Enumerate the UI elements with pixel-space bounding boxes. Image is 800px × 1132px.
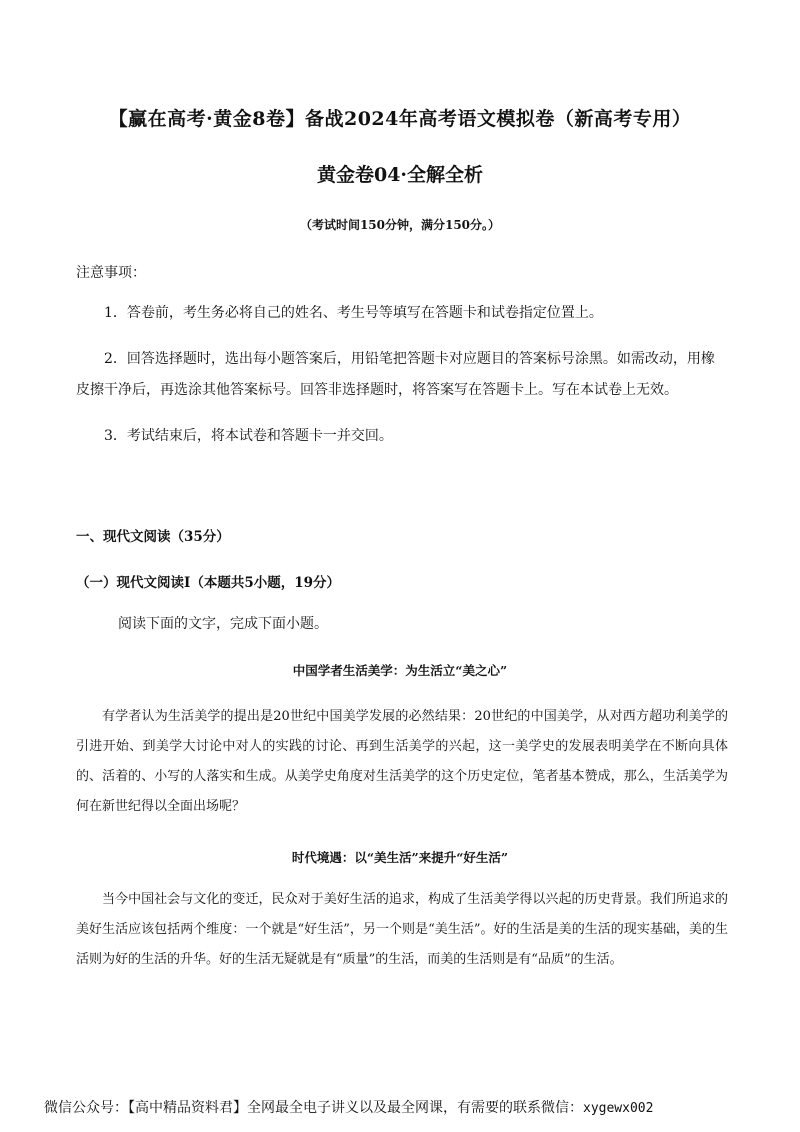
footer-text: 微信公众号：【高中精品资料君】全网最全电子讲义以及最全网课，有需要的联系微信： (44, 1100, 583, 1116)
notice-item-3: 3．考试结束后，将本试卷和答题卡一并交回。 (104, 428, 393, 444)
document-title: 【赢在高考·黄金8卷】备战2024年高考语文模拟卷（新高考专用） (108, 108, 692, 130)
page-footer (44, 1097, 764, 1117)
article-paragraph-2: 当今中国社会与文化的变迁，民众对于美好生活的追求，构成了生活美学得以兴起的历史背景。我们所追求的美好生活应该包括两个维度：一个就是“好生活”，另一个则是“美生活”。好的生活是美的生活的现实基础，美的生活则为好的生活的升华。好的生活无疑就是有“质量”的生活，而美的生活则是有“品质”的生活。 (76, 892, 728, 967)
notice-item-1: 1．答卷前，考生务必将自己的姓名、考生号等填写在答题卡和试卷指定位置上。 (104, 305, 603, 321)
footer-contact-id: xygewx002 (583, 1101, 654, 1116)
article-paragraph-1: 有学者认为生活美学的提出是20世纪中国美学发展的必然结果：20世纪的中国美学，从对西方超功利美学的引进开始、到美学大讨论中对人的实践的讨论、再到生活美学的兴起，这一美学史的发展表明美学在不断向具体的、活着的、小写的人落实和生成。从美学史角度对生活美学的这个历史定位，笔者基本赞成，那么，生活美学为何在新世纪得以全面出场呢？ (76, 709, 728, 814)
notice-item-2: 2．回答选择题时，选出每小题答案后，用铅笔把答题卡对应题目的答案标号涂黑。如需改动，用橡皮擦干净后，再选涂其他答案标号。回答非选择题时，将答案写在答题卡上。写在本试卷上无效。 (76, 351, 715, 398)
article-title: 中国学者生活美学：为生活立“美之心” (292, 663, 508, 678)
article-subtitle: 时代境遇：以“美生活”来提升“好生活” (291, 850, 509, 865)
notice-heading: 注意事项： (76, 265, 146, 281)
document-subtitle: 黄金卷04·全解全析 (316, 164, 484, 186)
reading-instruction: 阅读下面的文字，完成下面小题。 (118, 616, 328, 632)
exam-time-note: （考试时间150分钟，满分150分。） (299, 218, 501, 232)
subsection-heading: （一）现代文阅读Ⅰ（本题共5小题，19分） (76, 575, 340, 591)
section-heading: 一、现代文阅读（35分） (76, 529, 230, 545)
